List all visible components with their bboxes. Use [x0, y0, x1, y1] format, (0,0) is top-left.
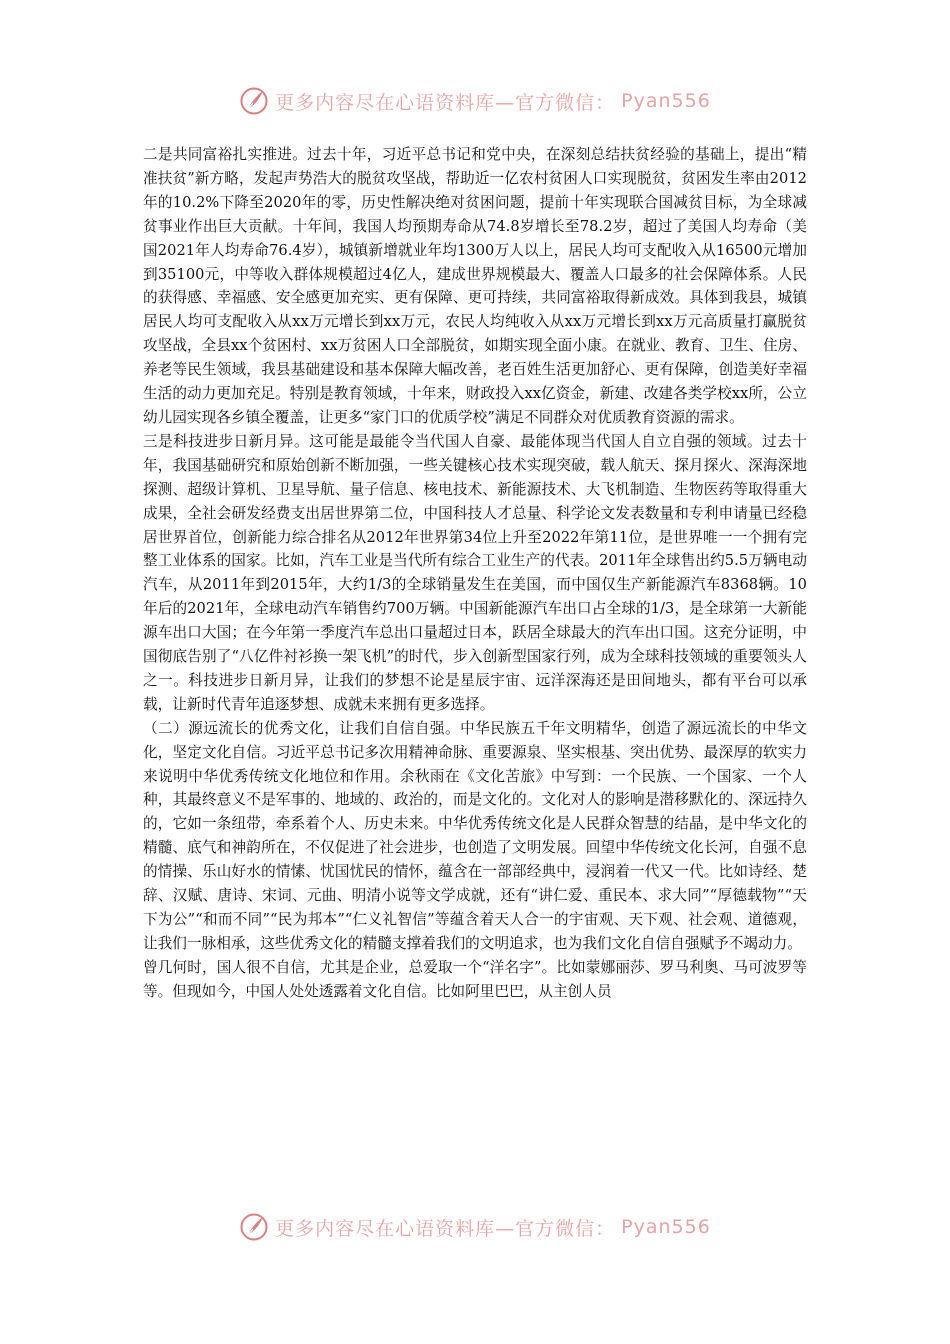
watermark-banner-bottom — [0, 1212, 950, 1242]
watermark-text: 更多内容尽在心语资料库—官方微信： — [275, 1217, 616, 1240]
feather-pen-icon — [239, 86, 269, 116]
watermark-banner-top — [0, 86, 950, 116]
watermark-wechat-id: Pyan556 — [621, 90, 711, 112]
document-body — [143, 143, 807, 1004]
paragraph-technology-progress: 三是科技进步日新月异。这可能是最能令当代国人自豪、最能体现当代国人自立自强的领域。过去十年，我国基础研究和原始创新不断加强，一些关键核心技术实现突破，载人航天、探月探火、深海深地探测、超级计算机、卫星导航、量子信息、核电技术、新能源技术、大飞机制造、生物医药等取得重大成果，全社会研发经费支出居世界第二位，中国科技人才总量、科学论文发表数量和专利申请量已经稳居世界首位，创新能力综合排名从2012年世界第34位上升至2022年第11位，是世界唯一一个拥有完整工业体系的国家。比如，汽车工业是当代所有综合工业生产的代表。2011年全球售出约5.5万辆电动汽车，从2011年到2015年，大约1/3的全球销量发生在美国，而中国仅生产新能源汽车8368辆。10年后的2021年，全球电动汽车销售约700万辆。中国新能源汽车出口占全球的1/3，是全球第一大新能源车出口大国；在今年第一季度汽车总出口量超过日本，跃居全球最大的汽车出口国。这充分证明，中国彻底告别了“八亿件衬衫换一架飞机”的时代，步入创新型国家行列，成为全球科技领域的重要领头人之一。科技进步日新月异，让我们的梦想不论是星辰宇宙、远洋深海还是田间地头，都有平台可以承载，让新时代青年追逐梦想、成就未来拥有更多选择。 — [143, 432, 807, 713]
paragraph-cultural-confidence: 曾几何时，国人很不自信，尤其是企业，总爱取一个“洋名字”。比如蒙娜丽莎、罗马利奥、马可波罗等等。但现如今，中国人处处透露着文化自信。比如阿里巴巴，从主创人员 — [143, 958, 807, 1000]
feather-pen-icon — [239, 1212, 269, 1242]
watermark-text: 更多内容尽在心语资料库—官方微信： — [275, 91, 616, 114]
paragraph-excellent-culture: （二）源远流长的优秀文化，让我们自信自强。中华民族五千年文明精华，创造了源远流长的中华文化，坚定文化自信。习近平总书记多次用精神命脉、重要源泉、坚实根基、突出优势、最深厚的软实力来说明中华优秀传统文化地位和作用。余秋雨在《文化苦旅》中写到：一个民族、一个国家、一个人种，其最终意义不是军事的、地域的、政治的，而是文化的。文化对人的影响是潜移默化的、深远持久的，它如一条纽带，牵系着个人、历史未来。中华优秀传统文化是人民群众智慧的结晶，是中华文化的精髓、底气和神韵所在，不仅促进了社会进步，也创造了文明发展。回望中华传统文化长河，自强不息的情操、乐山好水的情愫、忧国忧民的情怀，蕴含在一部部经典中，浸润着一代又一代。比如诗经、楚辞、汉赋、唐诗、宋词、元曲、明清小说等文学成就，还有“讲仁爱、重民本、求大同”“厚德载物”“天下为公”“和而不同”“民为邦本”“仁义礼智信”等蕴含着天人合一的宇宙观、天下观、社会观、道德观，让我们一脉相承，这些优秀文化的精髓支撑着我们的文明追求，也为我们文化自信自强赋予不竭动力。 — [143, 719, 807, 952]
watermark-wechat-id: Pyan556 — [621, 1216, 711, 1238]
paragraph-common-prosperity: 二是共同富裕扎实推进。过去十年，习近平总书记和党中央，在深刻总结扶贫经验的基础上，提出“精准扶贫”新方略，发起声势浩大的脱贫攻坚战，帮助近一亿农村贫困人口实现脱贫，贫困发生率由2012年的10.2%下降至2020年的零，历史性解决绝对贫困问题，提前十年实现联合国减贫目标，为全球减贫事业作出巨大贡献。十年间，我国人均预期寿命从74.8岁增长至78.2岁，超过了美国人均寿命（美国2021年人均寿命76.4岁），城镇新增就业年均1300万人以上，居民人均可支配收入从16500元增加到35100元，中等收入群体规模超过4亿人，建成世界规模最大、覆盖人口最多的社会保障体系。人民的获得感、幸福感、安全感更加充实、更有保障、更可持续，共同富裕取得新成效。具体到我县，城镇居民人均可支配收入从xx万元增长到xx万元，农民人均纯收入从xx万元增长到xx万元高质量打赢脱贫攻坚战，全县xx个贫困村、xx万贫困人口全部脱贫，如期实现全面小康。在就业、教育、卫生、住房、养老等民生领域，我县基础建设和基本保障大幅改善，老百姓生活更加舒心、更有保障，创造美好幸福生活的动力更加充足。特别是教育领域，十年来，财政投入xx亿资金，新建、改建各类学校xx所，公立幼儿园实现各乡镇全覆盖，让更多“家门口的优质学校”满足不同群众对优质教育资源的需求。 — [143, 146, 807, 426]
